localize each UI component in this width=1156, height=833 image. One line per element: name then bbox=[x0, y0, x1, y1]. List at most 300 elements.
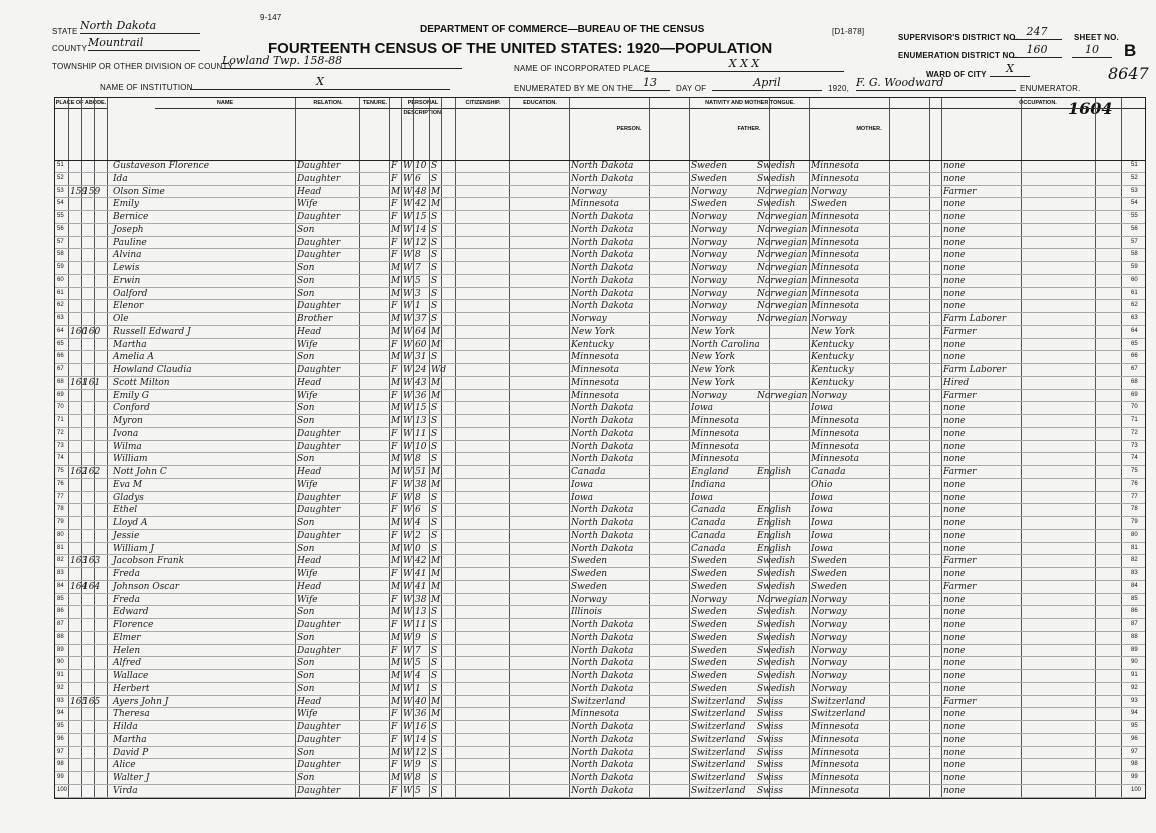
cell-rel: Wife bbox=[297, 390, 318, 401]
line-number: 65 bbox=[57, 340, 64, 347]
cell-sex: M bbox=[391, 314, 401, 324]
institution-value: X bbox=[190, 75, 450, 90]
cell-ftongue: Swedish bbox=[757, 632, 796, 643]
cell-ftongue: Swiss bbox=[757, 734, 783, 745]
cell-mbirth: Minnesota bbox=[811, 416, 860, 426]
cell-mbirth: Norway bbox=[811, 314, 847, 324]
cell-fbirth: North Carolina bbox=[691, 339, 760, 350]
cell-fam: 160 bbox=[83, 326, 101, 337]
line-number: 63 bbox=[57, 315, 64, 321]
cell-mbirth: Norway bbox=[811, 671, 847, 681]
line-number: 68 bbox=[57, 378, 64, 385]
incorporated-label: NAME OF INCORPORATED PLACE bbox=[514, 64, 651, 73]
cell-race: W bbox=[403, 250, 413, 261]
cell-occ: none bbox=[943, 785, 966, 796]
cell-name: Olson Sime bbox=[113, 186, 165, 197]
cell-fbirth: Switzerland bbox=[691, 773, 746, 783]
cell-name: William J bbox=[113, 543, 154, 554]
cell-ms: S bbox=[431, 441, 438, 452]
cell-rel: Daughter bbox=[297, 428, 341, 439]
cell-occ: none bbox=[943, 607, 966, 618]
cell-race: W bbox=[403, 416, 413, 426]
cell-age: 36 bbox=[415, 709, 427, 720]
census-row bbox=[55, 160, 1145, 173]
line-number: 76 bbox=[57, 480, 64, 487]
cell-name: Edward bbox=[113, 607, 149, 618]
cell-sex: M bbox=[391, 518, 401, 528]
cell-occ: none bbox=[943, 416, 966, 426]
cell-sex: M bbox=[391, 224, 401, 235]
cell-ms: Wd bbox=[431, 365, 447, 375]
line-number: 95 bbox=[57, 723, 64, 729]
line-number-right: 90 bbox=[1131, 659, 1138, 666]
cell-name: Ole bbox=[113, 314, 129, 324]
cell-ftongue: English bbox=[757, 530, 792, 541]
cell-age: 40 bbox=[415, 696, 427, 707]
cell-age: 5 bbox=[415, 785, 421, 796]
cell-fbirth: Sweden bbox=[691, 607, 728, 618]
line-number-right: 87 bbox=[1131, 621, 1138, 627]
line-number-right: 52 bbox=[1131, 174, 1138, 181]
cell-mbirth: Norway bbox=[811, 632, 847, 643]
census-row bbox=[55, 645, 1145, 658]
ward-value: X bbox=[990, 62, 1030, 77]
cell-ms: S bbox=[431, 161, 438, 171]
cell-name: Ida bbox=[113, 173, 128, 184]
line-number-right: 96 bbox=[1131, 735, 1138, 742]
cell-ms: M bbox=[431, 467, 441, 477]
cell-ftongue: Swiss bbox=[757, 785, 783, 796]
cell-fbirth: Sweden bbox=[691, 683, 728, 694]
subhead-person: PERSON. bbox=[616, 126, 642, 132]
cell-name: Joseph bbox=[113, 224, 144, 235]
census-row bbox=[55, 186, 1145, 199]
cell-sex: F bbox=[391, 479, 398, 490]
cell-name: David P bbox=[113, 747, 149, 758]
cell-birth: North Dakota bbox=[571, 785, 634, 796]
cell-name: Freda bbox=[113, 594, 140, 605]
cell-birth: Sweden bbox=[571, 581, 608, 592]
line-number-right: 66 bbox=[1131, 353, 1138, 360]
census-row bbox=[55, 785, 1145, 798]
cell-mbirth: Minnesota bbox=[811, 288, 860, 299]
cell-name: Elmer bbox=[113, 632, 141, 643]
cell-rel: Son bbox=[297, 454, 315, 465]
census-row bbox=[55, 479, 1145, 492]
cell-race: W bbox=[403, 377, 413, 388]
cell-ftongue: Norwegian bbox=[757, 314, 808, 324]
census-row bbox=[55, 237, 1145, 250]
cell-race: W bbox=[403, 492, 413, 503]
cell-race: W bbox=[403, 263, 413, 273]
cell-birth: Kentucky bbox=[571, 339, 614, 350]
cell-fbirth: Switzerland bbox=[691, 709, 746, 720]
cell-birth: North Dakota bbox=[571, 620, 634, 630]
cell-sex: M bbox=[391, 581, 401, 592]
cell-name: Erwin bbox=[113, 275, 141, 286]
census-row bbox=[55, 275, 1145, 288]
cell-mbirth: Minnesota bbox=[811, 224, 860, 235]
census-row bbox=[55, 759, 1145, 772]
census-row bbox=[55, 351, 1145, 364]
cell-fbirth: Norway bbox=[691, 314, 727, 324]
line-number: 54 bbox=[57, 200, 64, 207]
cell-fbirth: New York bbox=[691, 365, 736, 375]
cell-ftongue: Swedish bbox=[757, 569, 796, 579]
cell-ms: S bbox=[431, 288, 438, 299]
cell-fbirth: Switzerland bbox=[691, 722, 746, 732]
cell-name: Scott Milton bbox=[113, 377, 170, 388]
group-personal: PERSONAL DESCRIPTION. bbox=[389, 98, 456, 109]
cell-mbirth: Minnesota bbox=[811, 173, 860, 184]
line-number: 81 bbox=[57, 544, 64, 551]
cell-fbirth: Switzerland bbox=[691, 747, 746, 758]
cell-age: 42 bbox=[415, 199, 427, 210]
line-number: 99 bbox=[57, 774, 64, 780]
cell-dw: 163 bbox=[70, 556, 88, 567]
cell-age: 51 bbox=[415, 467, 427, 477]
line-number: 100 bbox=[57, 786, 68, 793]
cell-fam: 161 bbox=[83, 377, 101, 388]
cell-ms: S bbox=[431, 671, 438, 681]
county-label: COUNTY bbox=[52, 44, 87, 53]
cell-age: 38 bbox=[415, 594, 427, 605]
cell-name: Johnson Oscar bbox=[113, 581, 180, 592]
cell-ms: S bbox=[431, 747, 438, 758]
institution-label: NAME OF INSTITUTION bbox=[100, 83, 193, 92]
cell-mbirth: Ohio bbox=[811, 479, 833, 490]
cell-occ: none bbox=[943, 773, 966, 783]
line-number-right: 51 bbox=[1131, 162, 1138, 168]
cell-ftongue: Swiss bbox=[757, 709, 783, 720]
line-number: 66 bbox=[57, 353, 64, 360]
cell-age: 41 bbox=[415, 569, 427, 579]
group-name: NAME bbox=[155, 98, 295, 109]
cell-rel: Son bbox=[297, 416, 315, 426]
cell-age: 48 bbox=[415, 186, 427, 197]
line-number: 77 bbox=[57, 493, 64, 500]
cell-rel: Son bbox=[297, 671, 315, 681]
cell-sex: M bbox=[391, 416, 401, 426]
subhead-mother: MOTHER. bbox=[856, 126, 882, 132]
cell-fbirth: Sweden bbox=[691, 620, 728, 630]
cell-occ: none bbox=[943, 658, 966, 669]
cell-occ: Hired bbox=[943, 377, 970, 388]
stamp-number: 8647 bbox=[1108, 64, 1149, 83]
cell-mbirth: Switzerland bbox=[811, 709, 866, 720]
cell-occ: none bbox=[943, 301, 966, 312]
cell-ms: M bbox=[431, 556, 441, 567]
cell-sex: F bbox=[391, 173, 398, 184]
cell-mbirth: Minnesota bbox=[811, 263, 860, 273]
line-number-right: 60 bbox=[1131, 276, 1138, 283]
cell-age: 7 bbox=[415, 645, 421, 656]
cell-occ: Farmer bbox=[943, 581, 977, 592]
cell-rel: Daughter bbox=[297, 645, 341, 656]
cell-fbirth: Norway bbox=[691, 250, 727, 261]
cell-birth: North Dakota bbox=[571, 173, 634, 184]
cell-sex: M bbox=[391, 683, 401, 694]
cell-sex: F bbox=[391, 339, 398, 350]
cell-ms: S bbox=[431, 263, 438, 273]
cell-ftongue: Swedish bbox=[757, 556, 796, 567]
cell-race: W bbox=[403, 556, 413, 567]
census-row bbox=[55, 670, 1145, 683]
cell-mbirth: Switzerland bbox=[811, 696, 866, 707]
cell-birth: North Dakota bbox=[571, 543, 634, 554]
cell-occ: none bbox=[943, 760, 966, 771]
cell-birth: New York bbox=[571, 326, 616, 337]
state-value: North Dakota bbox=[80, 19, 200, 34]
cell-fbirth: Sweden bbox=[691, 556, 728, 567]
census-row bbox=[55, 517, 1145, 530]
township-label: TOWNSHIP OR OTHER DIVISION OF COUNTY bbox=[52, 62, 234, 71]
cell-birth: North Dakota bbox=[571, 263, 634, 273]
day-of-label: DAY OF bbox=[676, 84, 707, 93]
cell-name: Walter J bbox=[113, 773, 150, 783]
cell-race: W bbox=[403, 390, 413, 401]
cell-mbirth: Minnesota bbox=[811, 428, 860, 439]
cell-dw: 165 bbox=[70, 696, 88, 707]
cell-age: 13 bbox=[415, 416, 427, 426]
cell-mbirth: Norway bbox=[811, 607, 847, 618]
group-citizenship: CITIZENSHIP. bbox=[455, 98, 510, 109]
cell-birth: North Dakota bbox=[571, 632, 634, 643]
cell-ms: S bbox=[431, 212, 438, 222]
line-number-right: 68 bbox=[1131, 378, 1138, 385]
cell-ms: S bbox=[431, 530, 438, 541]
cell-dw: 159 bbox=[70, 186, 88, 197]
cell-mbirth: Kentucky bbox=[811, 352, 854, 363]
sheet-value: 10 bbox=[1072, 43, 1112, 58]
cell-birth: North Dakota bbox=[571, 403, 634, 414]
cell-occ: none bbox=[943, 352, 966, 363]
line-number: 64 bbox=[57, 327, 64, 334]
enumerated-month: April bbox=[712, 76, 822, 91]
cell-ftongue: Norwegian bbox=[757, 212, 808, 222]
cell-age: 9 bbox=[415, 632, 421, 643]
cell-ms: S bbox=[431, 683, 438, 694]
line-number-right: 77 bbox=[1131, 493, 1138, 500]
cell-occ: none bbox=[943, 671, 966, 681]
cell-birth: North Dakota bbox=[571, 250, 634, 261]
line-number: 80 bbox=[57, 531, 64, 538]
census-row bbox=[55, 249, 1145, 262]
cell-ms: S bbox=[431, 275, 438, 286]
cell-mbirth: Sweden bbox=[811, 569, 848, 579]
cell-birth: Minnesota bbox=[571, 390, 620, 401]
line-number-right: 63 bbox=[1131, 315, 1138, 321]
cell-fbirth: Norway bbox=[691, 263, 727, 273]
cell-rel: Daughter bbox=[297, 173, 341, 184]
line-number-right: 69 bbox=[1131, 391, 1138, 398]
cell-sex: F bbox=[391, 709, 398, 720]
cell-fbirth: Switzerland bbox=[691, 785, 746, 796]
cell-rel: Head bbox=[297, 326, 322, 337]
cell-age: 43 bbox=[415, 377, 427, 388]
cell-birth: Norway bbox=[571, 314, 607, 324]
cell-age: 4 bbox=[415, 671, 421, 681]
cell-age: 31 bbox=[415, 352, 427, 363]
cell-fbirth: Minnesota bbox=[691, 441, 740, 452]
cell-fbirth: Norway bbox=[691, 224, 727, 235]
census-row bbox=[55, 428, 1145, 441]
cell-mbirth: Norway bbox=[811, 683, 847, 694]
cell-birth: Sweden bbox=[571, 569, 608, 579]
cell-name: Conford bbox=[113, 403, 150, 414]
cell-race: W bbox=[403, 671, 413, 681]
cell-race: W bbox=[403, 326, 413, 337]
cell-mbirth: Sweden bbox=[811, 199, 848, 210]
line-number-right: 95 bbox=[1131, 723, 1138, 729]
cell-rel: Wife bbox=[297, 569, 318, 579]
cell-sex: F bbox=[391, 365, 398, 375]
cell-ms: S bbox=[431, 722, 438, 732]
cell-mbirth: Minnesota bbox=[811, 454, 860, 465]
cell-occ: Farmer bbox=[943, 390, 977, 401]
cell-ms: S bbox=[431, 760, 438, 771]
cell-race: W bbox=[403, 645, 413, 656]
line-number: 55 bbox=[57, 213, 64, 219]
line-number: 73 bbox=[57, 442, 64, 449]
cell-mbirth: Minnesota bbox=[811, 747, 860, 758]
census-row bbox=[55, 441, 1145, 454]
cell-rel: Daughter bbox=[297, 161, 341, 171]
cell-age: 8 bbox=[415, 250, 421, 261]
line-number: 85 bbox=[57, 595, 64, 602]
cell-age: 5 bbox=[415, 658, 421, 669]
cell-race: W bbox=[403, 314, 413, 324]
cell-name: Nott John C bbox=[113, 467, 167, 477]
line-number-right: 74 bbox=[1131, 455, 1138, 462]
cell-ms: S bbox=[431, 632, 438, 643]
cell-age: 36 bbox=[415, 390, 427, 401]
census-row bbox=[55, 606, 1145, 619]
cell-rel: Brother bbox=[297, 314, 333, 324]
line-number: 79 bbox=[57, 519, 64, 525]
cell-occ: none bbox=[943, 224, 966, 235]
cell-age: 16 bbox=[415, 722, 427, 732]
cell-occ: Farmer bbox=[943, 696, 977, 707]
cell-race: W bbox=[403, 428, 413, 439]
cell-sex: F bbox=[391, 760, 398, 771]
group-tenure: TENURE. bbox=[359, 98, 390, 109]
cell-sex: F bbox=[391, 441, 398, 452]
cell-birth: Minnesota bbox=[571, 199, 620, 210]
ward-label: WARD OF CITY bbox=[926, 70, 987, 79]
cell-name: Jacobson Frank bbox=[113, 556, 185, 567]
cell-ftongue: Swedish bbox=[757, 683, 796, 694]
cell-sex: M bbox=[391, 632, 401, 643]
cell-ftongue: Norwegian bbox=[757, 301, 808, 312]
cell-mbirth: Minnesota bbox=[811, 760, 860, 771]
cell-mbirth: Minnesota bbox=[811, 250, 860, 261]
cell-name: Alfred bbox=[113, 658, 142, 669]
cell-ms: S bbox=[431, 314, 438, 324]
cell-occ: none bbox=[943, 212, 966, 222]
cell-fam: 159 bbox=[83, 186, 101, 197]
line-number-right: 64 bbox=[1131, 327, 1138, 334]
cell-ms: S bbox=[431, 773, 438, 783]
line-number-right: 93 bbox=[1131, 697, 1138, 704]
cell-ms: S bbox=[431, 543, 438, 554]
line-number: 98 bbox=[57, 761, 64, 768]
census-row bbox=[55, 568, 1145, 581]
cell-race: W bbox=[403, 467, 413, 477]
cell-ms: M bbox=[431, 186, 441, 197]
cell-sex: M bbox=[391, 288, 401, 299]
census-row bbox=[55, 453, 1145, 466]
line-number-right: 75 bbox=[1131, 468, 1138, 474]
township-value: Lowland Twp. 158-88 bbox=[222, 54, 462, 69]
cell-mbirth: Minnesota bbox=[811, 275, 860, 286]
cell-birth: North Dakota bbox=[571, 773, 634, 783]
group-abode: PLACE OF ABODE. bbox=[55, 98, 108, 109]
cell-race: W bbox=[403, 224, 413, 235]
line-number: 58 bbox=[57, 251, 64, 258]
cell-fbirth: Sweden bbox=[691, 581, 728, 592]
cell-occ: none bbox=[943, 734, 966, 745]
cell-sex: F bbox=[391, 428, 398, 439]
cell-occ: none bbox=[943, 161, 966, 171]
cell-race: W bbox=[403, 161, 413, 171]
cell-sex: F bbox=[391, 492, 398, 503]
cell-rel: Son bbox=[297, 543, 315, 554]
cell-sex: M bbox=[391, 696, 401, 707]
line-number: 83 bbox=[57, 570, 64, 576]
cell-age: 8 bbox=[415, 773, 421, 783]
census-row bbox=[55, 211, 1145, 224]
cell-ftongue: English bbox=[757, 518, 792, 528]
cell-birth: Iowa bbox=[571, 479, 594, 490]
cell-occ: none bbox=[943, 518, 966, 528]
cell-ms: M bbox=[431, 569, 441, 579]
line-number-right: 94 bbox=[1131, 710, 1138, 717]
line-number-right: 78 bbox=[1131, 506, 1138, 513]
cell-sex: F bbox=[391, 161, 398, 171]
cell-rel: Daughter bbox=[297, 365, 341, 375]
cell-ms: S bbox=[431, 658, 438, 669]
cell-race: W bbox=[403, 339, 413, 350]
census-row bbox=[55, 262, 1145, 275]
cell-rel: Son bbox=[297, 773, 315, 783]
cell-sex: M bbox=[391, 556, 401, 567]
cell-name: Hilda bbox=[113, 722, 138, 732]
cell-birth: Norway bbox=[571, 594, 607, 605]
line-number: 53 bbox=[57, 187, 64, 194]
cell-sex: M bbox=[391, 543, 401, 554]
cell-age: 14 bbox=[415, 734, 427, 745]
cell-fbirth: Canada bbox=[691, 543, 726, 554]
cell-ftongue: Swiss bbox=[757, 773, 783, 783]
cell-sex: F bbox=[391, 785, 398, 796]
cell-ms: M bbox=[431, 709, 441, 720]
cell-name: Wilma bbox=[113, 441, 142, 452]
cell-fbirth: Switzerland bbox=[691, 760, 746, 771]
cell-mbirth: Sweden bbox=[811, 581, 848, 592]
cell-occ: none bbox=[943, 492, 966, 503]
cell-ms: S bbox=[431, 607, 438, 618]
cell-mbirth: Norway bbox=[811, 594, 847, 605]
census-row bbox=[55, 747, 1145, 760]
cell-birth: Illinois bbox=[571, 607, 602, 618]
cell-ms: M bbox=[431, 479, 441, 490]
cell-rel: Head bbox=[297, 186, 322, 197]
line-number: 59 bbox=[57, 264, 64, 270]
cell-name: Pauline bbox=[113, 237, 147, 248]
cell-name: Freda bbox=[113, 569, 140, 579]
enumerator-name: F. G. Woodward bbox=[856, 76, 1016, 91]
